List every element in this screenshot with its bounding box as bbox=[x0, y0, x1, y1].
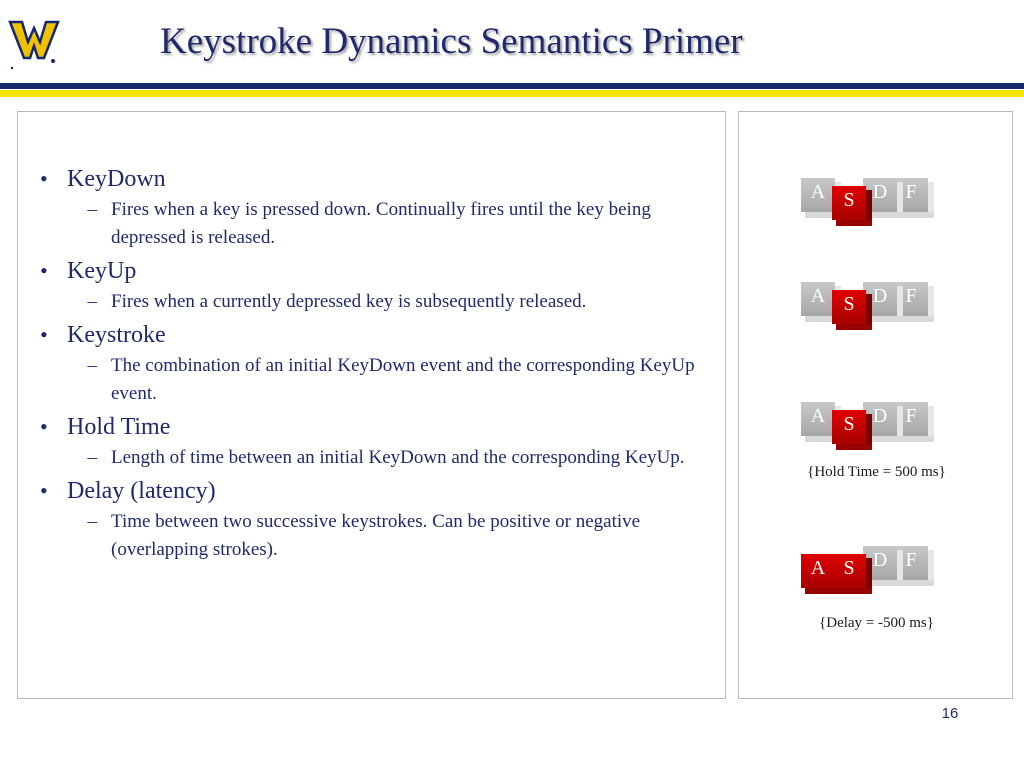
key-label: A bbox=[810, 557, 826, 579]
slide-title: Keystroke Dynamics Semantics Primer bbox=[160, 21, 743, 62]
definition-description: Time between two successive keystrokes. Can be positive or negative (overlapping strokes). bbox=[111, 511, 641, 560]
key-label: F bbox=[905, 549, 917, 571]
key-bottom bbox=[836, 220, 872, 226]
key-bottom bbox=[898, 212, 934, 218]
bullet-icon: • bbox=[40, 478, 48, 503]
definitions-panel bbox=[17, 111, 726, 699]
key-side bbox=[897, 182, 903, 216]
key-bottom bbox=[836, 324, 872, 330]
key-side bbox=[897, 286, 903, 320]
definition-description: Fires when a currently depressed key is subsequently released. bbox=[111, 291, 587, 312]
page-number: 16 bbox=[941, 705, 959, 722]
bullet-icon: • bbox=[40, 166, 48, 191]
key-label: F bbox=[905, 285, 917, 307]
key-a bbox=[801, 554, 835, 588]
bullet-icon: • bbox=[40, 258, 48, 283]
key-label: F bbox=[905, 181, 917, 203]
key-label: S bbox=[843, 189, 855, 211]
keyrow bbox=[801, 282, 946, 338]
key-bottom bbox=[867, 436, 903, 442]
dash-icon: – bbox=[87, 291, 97, 312]
key-s bbox=[832, 186, 866, 220]
key-label: A bbox=[810, 181, 826, 203]
key-side bbox=[866, 294, 872, 328]
key-side bbox=[866, 190, 872, 224]
key-label: S bbox=[843, 413, 855, 435]
key-side bbox=[928, 406, 934, 440]
key-label: S bbox=[843, 557, 855, 579]
dash-icon: – bbox=[87, 511, 97, 532]
key-a bbox=[801, 282, 835, 316]
key-a bbox=[801, 402, 835, 436]
keyrow bbox=[801, 402, 946, 458]
key-side bbox=[928, 550, 934, 584]
key-label: F bbox=[905, 405, 917, 427]
key-label: D bbox=[872, 285, 888, 307]
key-side bbox=[897, 406, 903, 440]
definition-term: Hold Time bbox=[67, 414, 171, 440]
key-side bbox=[928, 182, 934, 216]
key-bottom bbox=[836, 588, 872, 594]
key-s bbox=[832, 290, 866, 324]
keyrow bbox=[801, 546, 946, 602]
definition-term: Delay (latency) bbox=[67, 478, 216, 504]
key-side bbox=[928, 286, 934, 320]
definition-item-keyup bbox=[30, 256, 720, 316]
definition-description: The combination of an initial KeyDown event and the corresponding KeyUp event. bbox=[111, 355, 695, 404]
key-bottom bbox=[867, 316, 903, 322]
keyrow bbox=[801, 178, 946, 234]
bullet-icon: • bbox=[40, 414, 48, 439]
definition-item-delay bbox=[30, 476, 720, 564]
definition-item-hold-time bbox=[30, 412, 720, 472]
key-s bbox=[832, 554, 866, 588]
key-side bbox=[897, 550, 903, 584]
definition-term: KeyUp bbox=[67, 258, 137, 284]
key-label: A bbox=[810, 285, 826, 307]
dash-icon: – bbox=[87, 199, 97, 220]
dash-icon: – bbox=[87, 447, 97, 468]
key-bottom bbox=[898, 436, 934, 442]
key-label: D bbox=[872, 181, 888, 203]
key-bottom bbox=[898, 316, 934, 322]
key-bottom bbox=[867, 580, 903, 586]
key-label: D bbox=[872, 549, 888, 571]
definition-item-keydown bbox=[30, 164, 720, 252]
wvu-logo-icon bbox=[8, 14, 60, 70]
key-label: D bbox=[872, 405, 888, 427]
key-bottom bbox=[898, 580, 934, 586]
key-side bbox=[866, 414, 872, 448]
key-side bbox=[866, 558, 872, 592]
bullet-icon: • bbox=[40, 322, 48, 347]
definition-term: KeyDown bbox=[67, 166, 166, 192]
key-label: S bbox=[843, 293, 855, 315]
definition-list bbox=[30, 160, 720, 568]
definition-description: Length of time between an initial KeyDown and the corresponding KeyUp. bbox=[111, 447, 685, 468]
definition-description: Fires when a key is pressed down. Continually fires until the key being depressed is released. bbox=[111, 199, 651, 248]
key-bottom bbox=[836, 444, 872, 450]
keyboard-diagram-panel bbox=[738, 111, 1013, 699]
definition-term: Keystroke bbox=[67, 322, 166, 348]
definition-item-keystroke bbox=[30, 320, 720, 408]
key-a bbox=[801, 178, 835, 212]
key-bottom bbox=[867, 212, 903, 218]
header-rule-gold bbox=[0, 90, 1024, 97]
key-s bbox=[832, 410, 866, 444]
key-label: A bbox=[810, 405, 826, 427]
delay-caption: {Delay = -500 ms} bbox=[819, 615, 934, 631]
header-rule-navy bbox=[0, 83, 1024, 89]
hold-time-caption: {Hold Time = 500 ms} bbox=[807, 464, 946, 480]
dash-icon: – bbox=[87, 355, 97, 376]
